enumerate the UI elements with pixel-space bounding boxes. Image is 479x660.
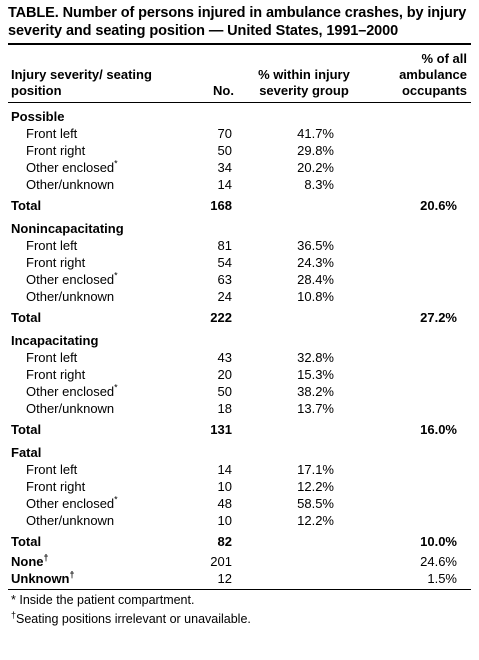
pct-all-cell [364,176,471,193]
seating-position [8,495,178,512]
table-row [8,400,471,417]
pct-all-cell [364,383,471,400]
total-pct-all: 20.6% [420,197,457,213]
asterisk-mark: * [114,270,118,281]
pct-within-cell: 29.8% [297,142,334,158]
pct-within-cell: 12.2% [297,478,334,494]
group-row [8,217,471,237]
table-title: TABLE. Number of persons injured in ambulance crashes, by injury severity and seating position — United States, 1991–2000 [8,5,467,39]
group-row [8,329,471,349]
total-row [8,305,471,329]
pct-all-cell [364,366,471,383]
count-cell: 50 [217,142,232,158]
asterisk-mark: * [114,382,118,393]
seating-position-label: Front right [26,254,86,270]
seating-position [8,125,178,142]
unknown-pct-all: 1.5% [427,570,457,586]
seating-position-label: Front right [26,142,86,158]
pct-all-cell [364,125,471,142]
header-pct-all: % of all ambulance occupants [399,51,467,98]
count-cell: 24 [217,288,232,304]
seating-position [8,142,178,159]
pct-all-cell [364,400,471,417]
table-body [8,103,471,588]
total-label: Total [11,309,42,325]
table-row [8,254,471,271]
total-pct-within [244,305,364,329]
dagger-mark: † [43,552,49,563]
total-label: Total [11,197,42,213]
table-row [8,512,471,529]
header-injury-severity: Injury severity/ seating position [11,67,152,98]
pct-within-cell: 15.3% [297,366,334,382]
seating-position [8,254,178,271]
total-label: Total [11,421,42,437]
table-row [8,366,471,383]
count-cell: 10 [217,512,232,528]
pct-within-cell: 12.2% [297,512,334,528]
pct-within-cell: 28.4% [297,271,334,287]
total-count: 131 [210,421,232,437]
seating-position [8,237,178,254]
seating-position [8,461,178,478]
footnote-asterisk: * Inside the patient compartment. [11,593,195,607]
pct-all-cell [364,512,471,529]
none-pct-all: 24.6% [420,553,457,569]
count-cell: 70 [217,125,232,141]
seating-position-label: Other/unknown [26,512,115,528]
table-row [8,495,471,512]
none-label: None [11,553,44,569]
seating-position [8,366,178,383]
asterisk-mark: * [114,494,118,505]
table-container [8,0,471,627]
seating-position [8,349,178,366]
pct-all-cell [364,288,471,305]
table-row [8,237,471,254]
count-cell: 54 [217,254,232,270]
pct-within-cell: 32.8% [297,349,334,365]
dagger-mark: † [69,569,75,580]
seating-position [8,512,178,529]
pct-within-cell: 10.8% [297,288,334,304]
seating-position-label: Other enclosed [26,495,115,511]
total-label: Total [11,533,42,549]
pct-within-cell: 24.3% [297,254,334,270]
count-cell: 48 [217,495,232,511]
total-row [8,193,471,217]
seating-position [8,176,178,193]
pct-all-cell [364,495,471,512]
pct-within-cell: 20.2% [297,159,334,175]
pct-within-cell: 58.5% [297,495,334,511]
unknown-label-cell [8,570,178,587]
total-row [8,529,471,553]
total-pct-all: 27.2% [420,309,457,325]
group-name: Possible [11,108,65,124]
group-name: Fatal [11,444,42,460]
table-row [8,383,471,400]
group-name: Nonincapacitating [11,220,124,236]
pct-all-cell [364,478,471,495]
count-cell: 20 [217,366,232,382]
seating-position-label: Front left [26,349,78,365]
total-pct-all: 10.0% [420,533,457,549]
total-row [8,417,471,441]
group-row [8,103,471,126]
injury-table [8,45,471,587]
group-row [8,441,471,461]
bottom-rule [8,589,471,590]
seating-position [8,271,178,288]
total-count: 82 [217,533,232,549]
table-row [8,271,471,288]
seating-position [8,383,178,400]
header-no: No. [213,83,234,98]
pct-within-cell: 8.3% [304,176,334,192]
seating-position-label: Front right [26,478,86,494]
table-row [8,461,471,478]
seating-position [8,159,178,176]
header-row [8,45,471,103]
pct-all-cell [364,254,471,271]
unknown-label: Unknown [11,570,70,586]
seating-position-label: Other/unknown [26,176,115,192]
pct-within-cell: 13.7% [297,400,334,416]
total-pct-within [244,193,364,217]
seating-position-label: Other/unknown [26,400,115,416]
table-row [8,142,471,159]
header-pct-within: % within injury severity group [258,67,350,98]
seating-position [8,478,178,495]
count-cell: 63 [217,271,232,287]
seating-position-label: Front left [26,237,78,253]
unknown-pct-within [244,570,364,587]
asterisk-mark: * [114,158,118,169]
count-cell: 10 [217,478,232,494]
table-row [8,176,471,193]
none-pct-within [244,553,364,570]
pct-within-cell: 36.5% [297,237,334,253]
pct-all-cell [364,271,471,288]
seating-position-label: Front left [26,125,78,141]
count-cell: 34 [217,159,232,175]
total-count: 168 [210,197,232,213]
seating-position-label: Other/unknown [26,288,115,304]
pct-all-cell [364,142,471,159]
pct-within-cell: 17.1% [297,461,334,477]
seating-position-label: Other enclosed [26,159,115,175]
table-row [8,288,471,305]
unknown-row [8,570,471,587]
count-cell: 14 [217,461,232,477]
footnote-dagger: †Seating positions irrelevant or unavailable. [11,609,251,626]
group-name: Incapacitating [11,332,99,348]
seating-position-label: Front left [26,461,78,477]
count-cell: 50 [217,383,232,399]
seating-position [8,400,178,417]
table-row [8,349,471,366]
pct-all-cell [364,237,471,254]
none-count: 201 [210,553,232,569]
count-cell: 81 [217,237,232,253]
total-pct-all: 16.0% [420,421,457,437]
seating-position-label: Front right [26,366,86,382]
seating-position-label: Other enclosed [26,383,115,399]
pct-within-cell: 38.2% [297,383,334,399]
total-count: 222 [210,309,232,325]
pct-all-cell [364,159,471,176]
seating-position-label: Other enclosed [26,271,115,287]
count-cell: 43 [217,349,232,365]
table-row [8,125,471,142]
count-cell: 14 [217,176,232,192]
none-label-cell [8,553,178,570]
table-row [8,478,471,495]
total-pct-within [244,529,364,553]
pct-all-cell [364,349,471,366]
pct-all-cell [364,461,471,478]
none-row [8,553,471,570]
pct-within-cell: 41.7% [297,125,334,141]
total-pct-within [244,417,364,441]
unknown-count: 12 [217,570,232,586]
table-row [8,159,471,176]
seating-position [8,288,178,305]
count-cell: 18 [217,400,232,416]
